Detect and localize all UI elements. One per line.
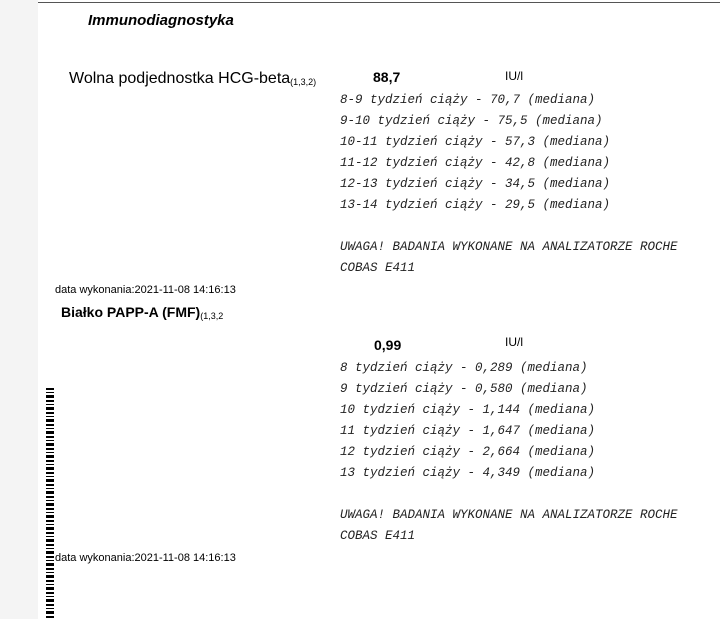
test-refs-hcg-beta: (1,3,2)	[290, 77, 317, 87]
note-line: UWAGA! BADANIA WYKONANE NA ANALIZATORZE ROCHE	[340, 240, 678, 254]
reference-line: 8-9 tydzień ciąży - 70,7 (mediana)	[340, 93, 596, 107]
reference-line: 13 tydzień ciąży - 4,349 (mediana)	[340, 466, 596, 480]
reference-line: 12-13 tydzień ciąży - 34,5 (mediana)	[340, 177, 611, 191]
test-name-papp-a	[61, 304, 223, 321]
reference-line: 12 tydzień ciąży - 2,664 (mediana)	[340, 445, 596, 459]
result-unit-hcg-beta: IU/l	[505, 69, 523, 83]
reference-line: 11-12 tydzień ciąży - 42,8 (mediana)	[340, 156, 611, 170]
reference-line: 10-11 tydzień ciąży - 57,3 (mediana)	[340, 135, 611, 149]
result-value-hcg-beta: 88,7	[373, 69, 401, 85]
section-title: Immunodiagnostyka	[88, 12, 234, 29]
test-refs-papp-a: (1,3,2	[200, 311, 224, 321]
report-page	[38, 0, 720, 619]
barcode	[46, 388, 54, 619]
note-line: COBAS E411	[340, 261, 416, 275]
reference-line: 8 tydzień ciąży - 0,289 (mediana)	[340, 361, 588, 375]
top-divider	[38, 2, 720, 3]
result-value-papp-a: 0,99	[374, 337, 402, 353]
reference-line: 13-14 tydzień ciąży - 29,5 (mediana)	[340, 198, 611, 212]
reference-line: 9 tydzień ciąży - 0,580 (mediana)	[340, 382, 588, 396]
reference-line: 11 tydzień ciąży - 1,647 (mediana)	[340, 424, 596, 438]
note-line: COBAS E411	[340, 529, 416, 543]
test-name-hcg-beta-label: Wolna podjednostka HCG-beta	[69, 70, 291, 87]
test-name-papp-a-label: Białko PAPP-A (FMF)	[61, 304, 201, 320]
note-line: UWAGA! BADANIA WYKONANE NA ANALIZATORZE ROCHE	[340, 508, 678, 522]
test-name-hcg-beta	[69, 70, 316, 88]
reference-line: 9-10 tydzień ciąży - 75,5 (mediana)	[340, 114, 603, 128]
result-unit-papp-a: IU/l	[505, 335, 523, 349]
left-margin-strip	[0, 0, 38, 619]
date-line-hcg-beta: data wykonania:2021-11-08 14:16:13	[55, 284, 236, 296]
reference-line: 10 tydzień ciąży - 1,144 (mediana)	[340, 403, 596, 417]
date-line-papp-a: data wykonania:2021-11-08 14:16:13	[55, 552, 236, 564]
